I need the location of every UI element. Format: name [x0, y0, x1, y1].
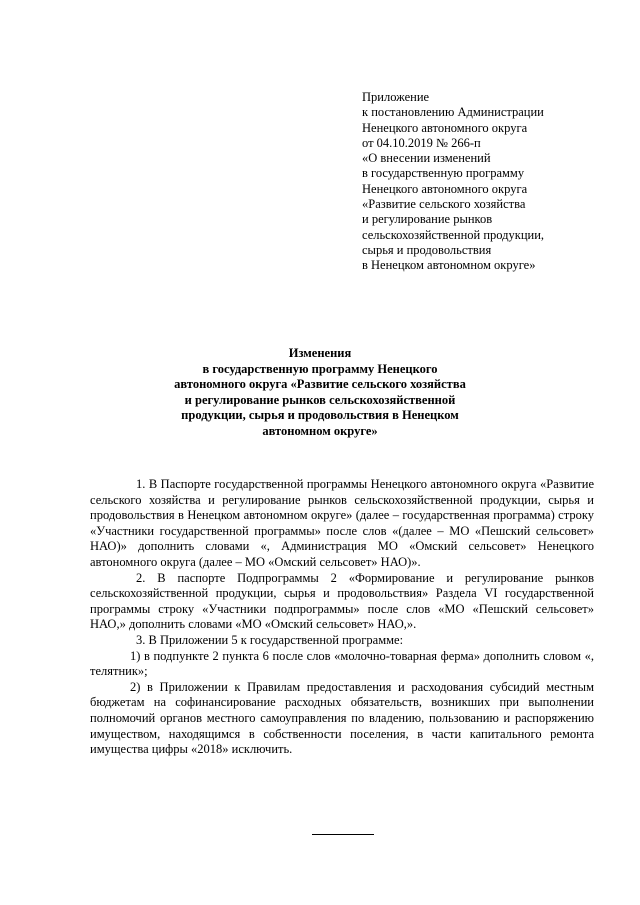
appendix-line: «О внесении изменений	[362, 151, 491, 166]
appendix-header	[362, 90, 627, 274]
end-divider	[312, 834, 374, 835]
document-title	[150, 346, 490, 440]
appendix-line: сырья и продовольствия	[362, 242, 492, 257]
appendix-line: Ненецкого автономного округа	[362, 120, 528, 135]
appendix-line: и регулирование рынков	[362, 212, 493, 227]
paragraph-1: 1. В Паспорте государственной программы Ненецкого автономного округа «Развитие сельского хозяйства и регулирование рынков сельскохозяйственной продукции, сырья и продовольствия в Ненецком автономном округе» (далее – государственная программа) строку «Участники государственной программы» после слов «(далее – МО «Пешский сельсовет» НАО)» дополнить словами «, Администрация МО «Омский сельсовет» Ненецкого автономного округа (далее – МО «Омский сельсовет» НАО)».	[90, 477, 594, 569]
appendix-line: от 04.10.2019 № 266-п	[362, 135, 481, 150]
paragraph-2: 2. В паспорте Подпрограммы 2 «Формирование и регулирование рынков сельскохозяйственной продукции, сырья и продовольствия» Раздела VI государственной программы строку «Участники подпрограммы» после слов «МО «Пешский сельсовет» НАО,» дополнить словами «МО «Омский сельсовет» НАО,».	[90, 570, 594, 632]
appendix-line: сельскохозяйственной продукции,	[362, 227, 545, 242]
document-body	[90, 477, 594, 758]
appendix-line: в Ненецком автономном округе»	[362, 258, 536, 273]
title-line: Изменения	[288, 346, 352, 360]
paragraph-3: 3. В Приложении 5 к государственной программе:	[136, 632, 404, 647]
title-line: автономного округа «Развитие сельского хозяйства	[174, 377, 466, 392]
appendix-line: «Развитие сельского хозяйства	[362, 197, 526, 212]
paragraph-3-item-1: 1) в подпункте 2 пункта 6 после слов «молочно-товарная ферма» дополнить словом «, телятник»;	[90, 648, 594, 679]
title-line: в государственную программу Ненецкого	[202, 361, 438, 376]
title-line: продукции, сырья и продовольствия в Ненецком	[181, 408, 459, 423]
title-line: автономном округе»	[262, 423, 378, 438]
appendix-line: к постановлению Администрации	[362, 105, 544, 120]
paragraph-3-item-2: 2) в Приложении к Правилам предоставления и расходования субсидий местным бюджетам на софинансирование расходных обязательств, возникших при выполнении полномочий органов местного самоуправления по владению, пользованию и распоряжению имуществом, находящимся в собственности поселения, в части капитального ремонта имущества цифры «2018» исключить.	[90, 679, 594, 757]
appendix-line: Приложение	[362, 90, 430, 104]
appendix-line: в государственную программу	[362, 166, 525, 181]
title-line: и регулирование рынков сельскохозяйственной	[184, 392, 456, 407]
appendix-line: Ненецкого автономного округа	[362, 181, 528, 196]
